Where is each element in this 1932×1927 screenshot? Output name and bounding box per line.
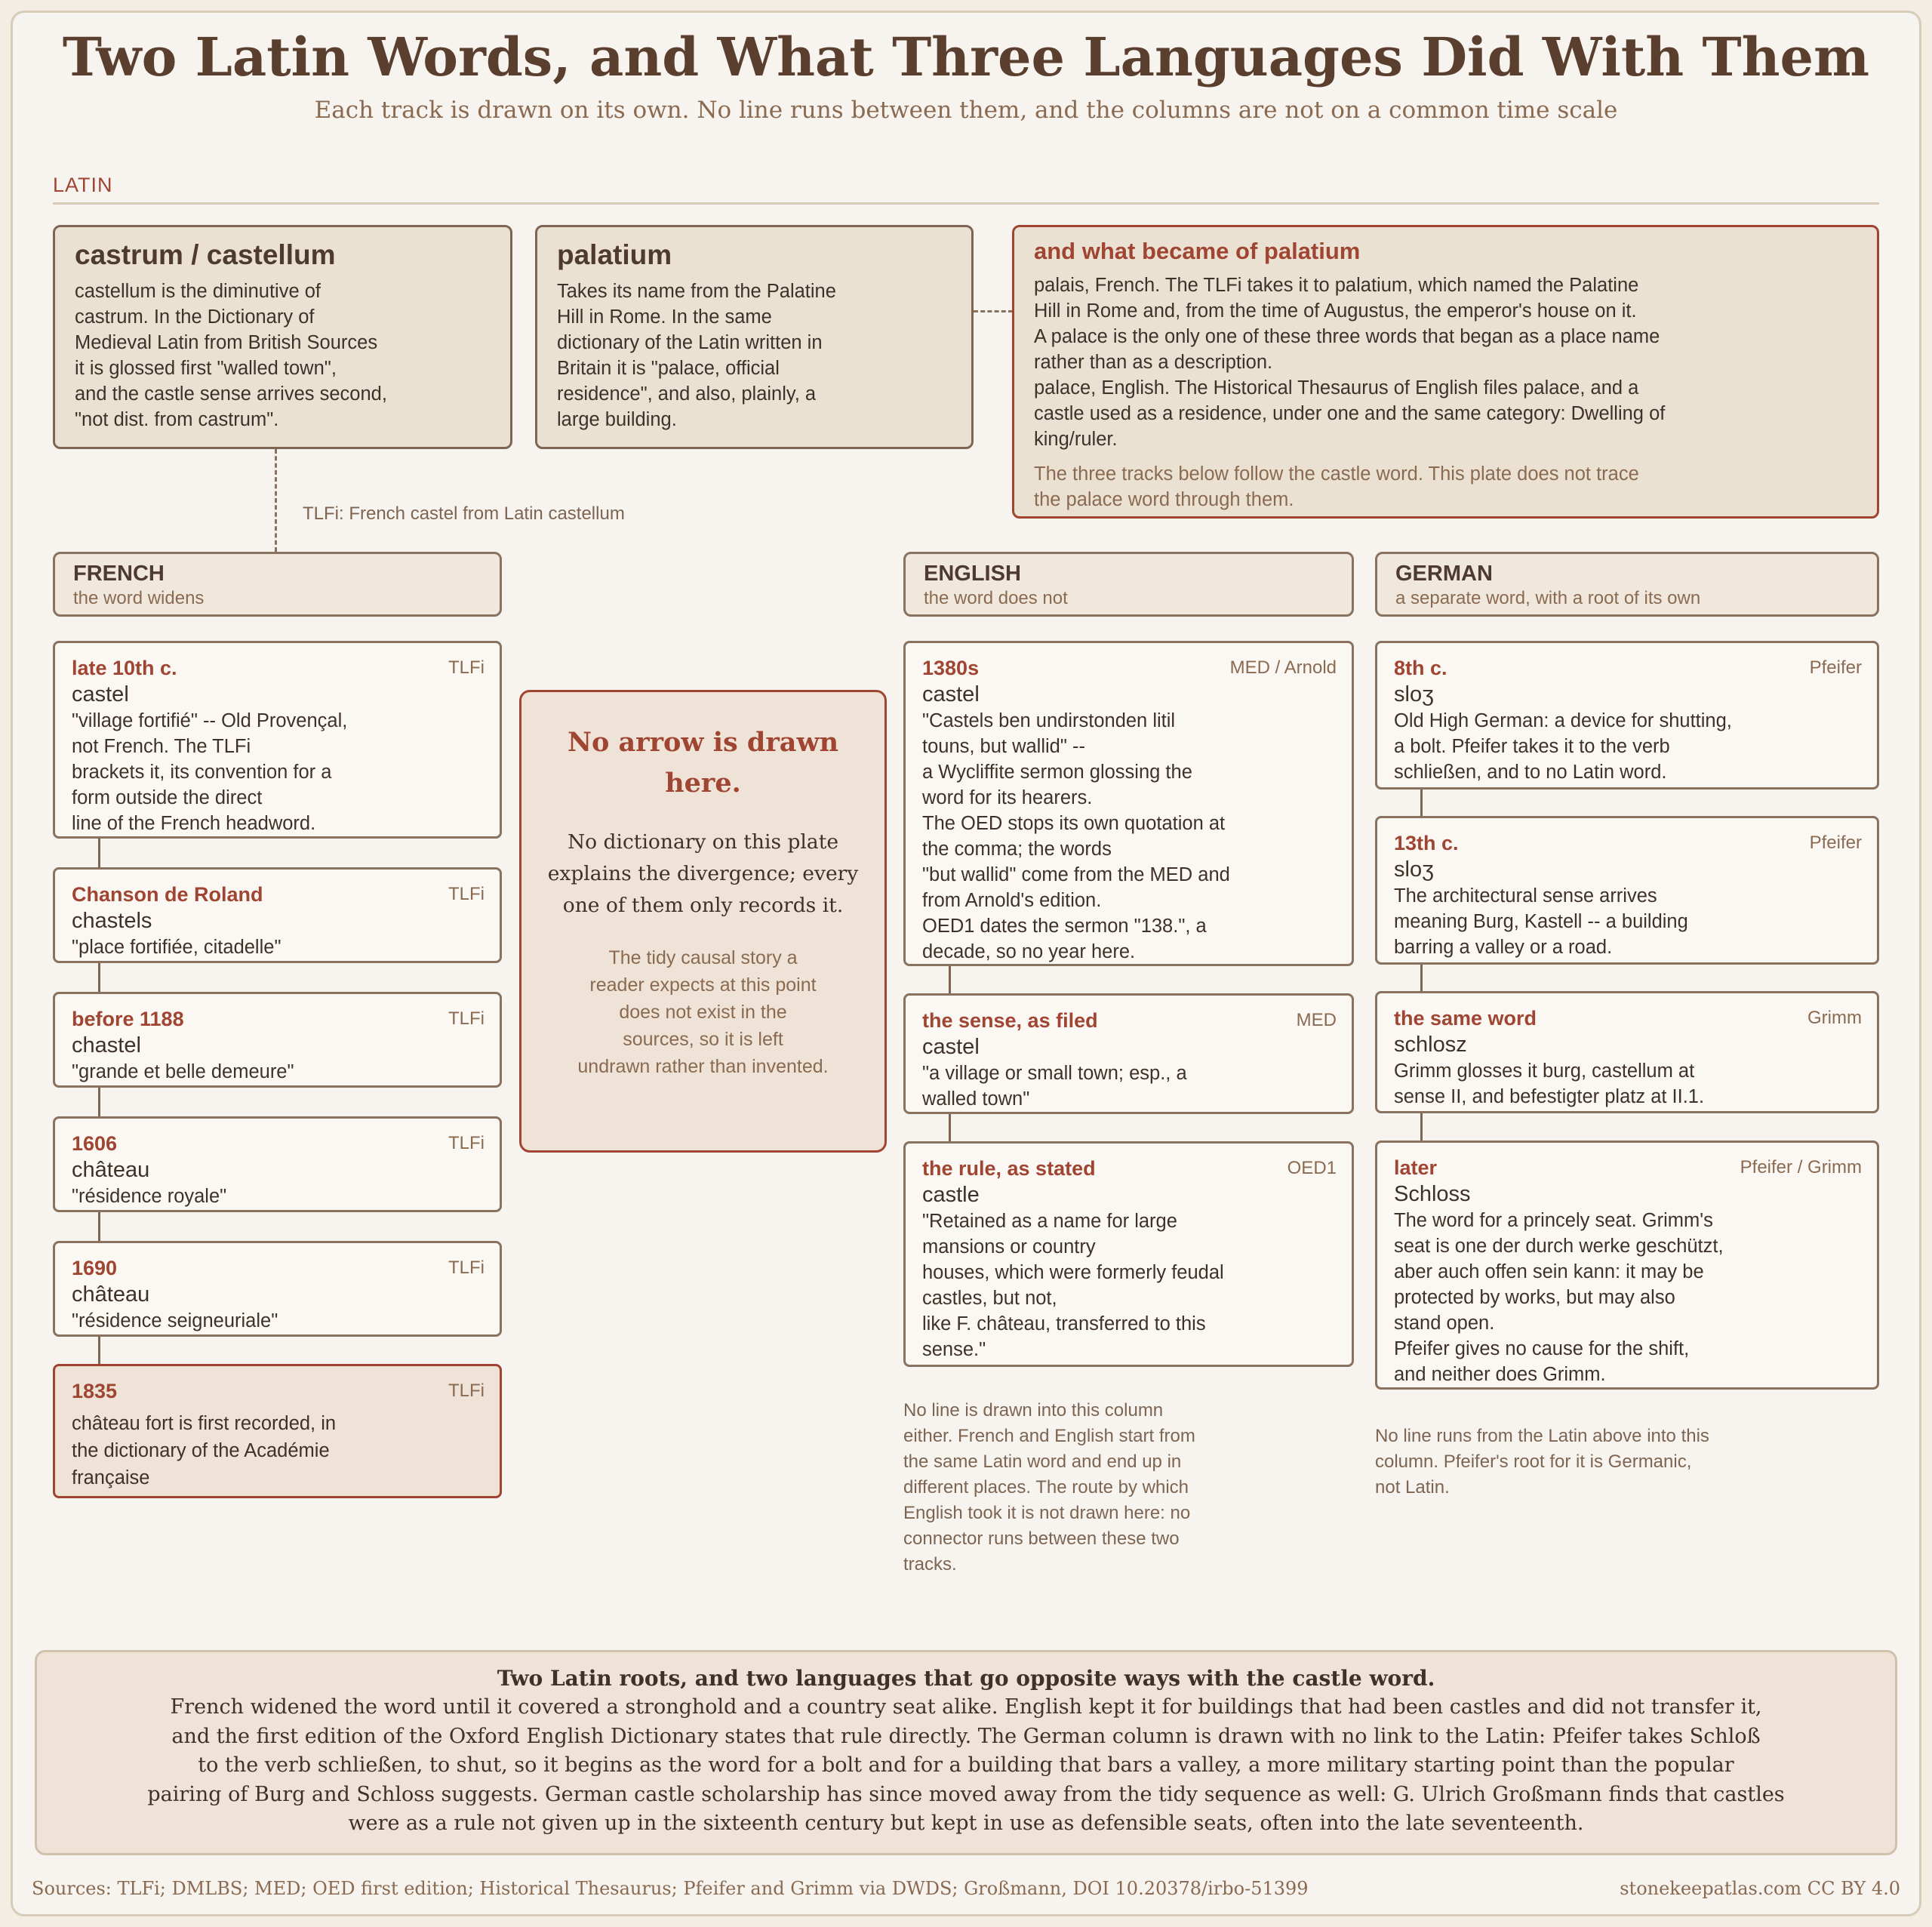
text-line: Takes its name from the Palatine	[557, 281, 836, 302]
card-source: TLFi	[448, 1381, 485, 1401]
card-word: schlosz	[1394, 1033, 1467, 1057]
text-line: Hill in Rome and, from the time of Augustus, the emperor's house on it.	[1034, 300, 1637, 322]
english-column-note	[903, 1398, 1356, 1578]
card-date: later	[1394, 1156, 1438, 1179]
card-text	[1394, 708, 1860, 785]
text-line: sense II, and befestigter platz at II.1.	[1394, 1086, 1705, 1107]
summary-body	[82, 1693, 1850, 1839]
text-line: here.	[665, 768, 741, 799]
text-line: The word for a princely seat. Grimm's	[1394, 1210, 1713, 1231]
tlfi-link-note: TLFi: French castel from Latin castellum	[303, 503, 625, 524]
card-source: MED	[1296, 1010, 1337, 1030]
german-card-8th	[1375, 641, 1879, 790]
summary-panel	[35, 1650, 1897, 1855]
card-source: Pfeifer	[1809, 833, 1862, 853]
german-card-13th	[1375, 816, 1879, 965]
card-text	[72, 1184, 483, 1209]
text-line: palace, English. The Historical Thesaurus of English files palace, and a	[1034, 377, 1639, 399]
text-line: "but wallid" come from the MED and	[922, 864, 1230, 885]
card-date: 1690	[72, 1257, 118, 1279]
text-line: OED1 dates the sermon "138.", a	[922, 916, 1207, 937]
card-date: 1380s	[922, 657, 980, 679]
text-line: aber auch offen sein kann: it may be	[1394, 1261, 1704, 1282]
card-date: 13th c.	[1394, 832, 1459, 854]
text-line: undrawn rather than invented.	[577, 1056, 829, 1077]
text-line: française	[72, 1467, 150, 1488]
card-date: the same word	[1394, 1007, 1537, 1030]
french-connector	[98, 962, 100, 993]
english-card-1380s	[903, 641, 1354, 966]
english-subheading: the word does not	[924, 588, 1068, 608]
text-line: dictionary of the Latin written in	[557, 332, 823, 353]
card-date: 1835	[72, 1380, 118, 1402]
text-line: Old High German: a device for shutting,	[1394, 710, 1732, 731]
english-card-rule-stated	[903, 1141, 1354, 1367]
card-word: sloʒ	[1394, 857, 1434, 882]
palatium-fate-note	[1034, 461, 1857, 513]
text-line: a bolt. Pfeifer takes it to the verb	[1394, 736, 1670, 757]
page-subtitle: Each track is drawn on its own. No line runs between them, and the columns are not on a common time scale	[314, 97, 1618, 124]
french-card-late-10th	[53, 641, 502, 839]
text-line: the comma; the words	[922, 839, 1112, 860]
text-line: walled town"	[922, 1088, 1030, 1110]
text-line: sources, so it is left	[623, 1029, 783, 1050]
english-connector	[949, 1113, 951, 1142]
card-date: 8th c.	[1394, 657, 1447, 679]
text-line: large building.	[557, 409, 677, 430]
no-arrow-title	[547, 722, 859, 804]
text-line: either. French and English start from	[903, 1426, 1195, 1446]
text-line: sense."	[922, 1339, 986, 1360]
text-line: pairing of Burg and Schloss suggests. German castle scholarship has since moved away from the tidy sequence as well: G. Ulrich Großmann finds that castles	[147, 1782, 1785, 1806]
card-word: Schloss	[1394, 1182, 1471, 1206]
text-line: one of them only records it.	[562, 894, 844, 917]
card-text	[72, 708, 483, 836]
text-line: "Castels ben undirstonden litil	[922, 710, 1176, 731]
summary-heading: Two Latin roots, and two languages that go opposite ways with the castle word.	[497, 1666, 1435, 1691]
card-source: Pfeifer	[1809, 657, 1862, 678]
text-line: schließen, and to no Latin word.	[1394, 762, 1667, 783]
card-date: 1606	[72, 1132, 118, 1155]
text-line: form outside the direct	[72, 787, 263, 808]
german-card-later	[1375, 1141, 1879, 1390]
text-line: "résidence royale"	[72, 1186, 227, 1207]
german-subheading: a separate word, with a root of its own	[1395, 588, 1701, 608]
german-connector	[1420, 789, 1423, 817]
german-card-same-word	[1375, 991, 1879, 1113]
text-line: A palace is the only one of these three words that began as a place name	[1034, 326, 1660, 347]
text-line: castles, but not,	[922, 1288, 1057, 1309]
text-line: "a village or small town; esp., a	[922, 1063, 1187, 1084]
palatium-fate-box	[1012, 225, 1879, 519]
german-connector	[1420, 1113, 1423, 1141]
text-line: brackets it, its convention for a	[72, 762, 332, 783]
text-line: king/ruler.	[1034, 429, 1118, 450]
text-line: The architectural sense arrives	[1394, 885, 1657, 907]
text-line: seat is one der durch werke geschützt,	[1394, 1236, 1724, 1257]
text-line: were as a rule not given up in the sixteenth century but kept in use as defensible seats, often into the late seventeenth.	[348, 1812, 1584, 1835]
french-connector	[98, 1087, 100, 1117]
palatium-box	[535, 225, 974, 449]
palatium-fate-text	[1034, 272, 1857, 452]
section-label-latin: LATIN	[53, 174, 113, 196]
text-line: like F. château, transferred to this	[922, 1313, 1206, 1334]
text-line: château fort is first recorded, in	[72, 1413, 337, 1434]
french-column-header	[53, 552, 502, 617]
castrum-text	[75, 279, 491, 432]
footer-credit: stonekeepatlas.com CC BY 4.0	[1620, 1878, 1900, 1899]
french-card-1188	[53, 992, 502, 1088]
card-word: castel	[922, 682, 980, 706]
text-line: The tidy causal story a	[608, 947, 798, 968]
text-line: the palace word through them.	[1034, 489, 1294, 510]
card-word: château	[72, 1282, 150, 1307]
card-source: Pfeifer / Grimm	[1740, 1157, 1862, 1177]
card-text	[1394, 1208, 1860, 1387]
text-line: and neither does Grimm.	[1394, 1364, 1606, 1385]
text-line: explains the divergence; every	[547, 862, 859, 885]
card-source: MED / Arnold	[1229, 657, 1337, 678]
text-line: "Retained as a name for large	[922, 1211, 1177, 1232]
card-date: before 1188	[72, 1008, 184, 1030]
english-heading: ENGLISH	[924, 562, 1021, 586]
text-line: rather than as a description.	[1034, 352, 1273, 373]
text-line: No line runs from the Latin above into this	[1375, 1426, 1709, 1446]
german-connector	[1420, 964, 1423, 992]
text-line: No arrow is drawn	[567, 727, 839, 758]
text-line: castrum. In the Dictionary of	[75, 306, 315, 328]
text-line: "grande et belle demeure"	[72, 1061, 294, 1082]
french-subheading: the word widens	[73, 588, 205, 608]
footer-sources: Sources: TLFi; DMLBS; MED; OED first edition; Historical Thesaurus; Pfeifer and Grimm via DWDS; Großmann, DOI 10.20378/irbo-51399	[32, 1878, 1309, 1899]
text-line: column. Pfeifer's root for it is Germanic,	[1375, 1451, 1692, 1472]
text-line: touns, but wallid" --	[922, 736, 1085, 757]
card-source: TLFi	[448, 884, 485, 904]
text-line: and the castle sense arrives second,	[75, 383, 387, 405]
text-line: meaning Burg, Kastell -- a building	[1394, 911, 1688, 932]
text-line: No line is drawn into this column	[903, 1400, 1164, 1421]
text-line: not French. The TLFi	[72, 736, 251, 757]
no-arrow-note	[519, 690, 887, 1153]
text-line: castellum is the diminutive of	[75, 281, 321, 302]
card-date: the sense, as filed	[922, 1009, 1098, 1032]
card-source: Grimm	[1807, 1008, 1862, 1028]
text-line: Britain it is "palace, official	[557, 358, 780, 379]
french-connector	[98, 838, 100, 868]
text-line: mansions or country	[922, 1236, 1096, 1257]
palatium-text	[557, 279, 952, 432]
card-word: castel	[922, 1035, 980, 1059]
text-line: barring a valley or a road.	[1394, 937, 1613, 958]
card-source: TLFi	[448, 1008, 485, 1029]
french-card-1690	[53, 1241, 502, 1337]
text-line: The OED stops its own quotation at	[922, 813, 1226, 834]
german-column-note	[1375, 1424, 1881, 1501]
card-source: TLFi	[448, 1133, 485, 1153]
text-line: Grimm glosses it burg, castellum at	[1394, 1060, 1695, 1082]
castrum-box	[53, 225, 512, 449]
text-line: to the verb schließen, to shut, so it begins as the word for a bolt and for a building that bars a valley, a more military starting point than the popular	[198, 1753, 1734, 1777]
text-line: from Arnold's edition.	[922, 890, 1102, 911]
no-arrow-small	[547, 944, 859, 1080]
text-line: not Latin.	[1375, 1477, 1450, 1498]
section-divider	[53, 202, 1879, 205]
text-line: stand open.	[1394, 1313, 1495, 1334]
palatium-title: palatium	[557, 239, 672, 270]
text-line: and the first edition of the Oxford English Dictionary states that rule directly. The German column is drawn with no link to the Latin: Pfeifer takes Schloß	[171, 1724, 1761, 1748]
text-line: The three tracks below follow the castle word. This plate does not trace	[1034, 463, 1639, 485]
card-word: castel	[72, 682, 129, 706]
card-word: castle	[922, 1183, 980, 1207]
text-line: "not dist. from castrum".	[75, 409, 279, 430]
card-source: TLFi	[448, 1257, 485, 1278]
text-line: French widened the word until it covered a stronghold and a country seat alike. English kept it for buildings that had been castles and did not transfer it,	[170, 1695, 1762, 1719]
card-text	[72, 1308, 483, 1334]
card-date: Chanson de Roland	[72, 883, 263, 906]
text-line: does not exist in the	[619, 1002, 787, 1023]
text-line: "village fortifié" -- Old Provençal,	[72, 710, 348, 731]
castrum-title: castrum / castellum	[75, 239, 336, 270]
french-connector	[98, 1336, 100, 1365]
text-line: palais, French. The TLFi takes it to palatium, which named the Palatine	[1034, 275, 1639, 296]
card-word: sloʒ	[1394, 682, 1434, 706]
text-line: a Wycliffite sermon glossing the	[922, 762, 1192, 783]
card-text	[72, 1059, 483, 1085]
text-line: castle used as a residence, under one and the same category: Dwelling of	[1034, 403, 1666, 424]
card-text	[922, 1208, 1335, 1362]
text-line: English took it is not drawn here: no	[903, 1503, 1191, 1523]
text-line: residence", and also, plainly, a	[557, 383, 817, 405]
text-line: tracks.	[903, 1554, 957, 1575]
english-connector	[949, 965, 951, 994]
text-line: decade, so no year here.	[922, 941, 1136, 962]
text-line: No dictionary on this plate	[567, 830, 839, 854]
card-word: chastels	[72, 909, 152, 933]
page-title: Two Latin Words, and What Three Languages Did With Them	[62, 26, 1870, 88]
castellum-dashed-link	[275, 449, 277, 552]
french-card-1835	[53, 1364, 502, 1498]
english-column-header	[903, 552, 1354, 617]
english-card-sense-filed	[903, 993, 1354, 1114]
card-text	[922, 708, 1335, 965]
text-line: different places. The route by which	[903, 1477, 1189, 1498]
text-line: line of the French headword.	[72, 813, 316, 834]
text-line: the dictionary of the Académie	[72, 1440, 330, 1461]
french-heading: FRENCH	[73, 562, 165, 586]
text-line: protected by works, but may also	[1394, 1287, 1675, 1308]
card-text	[72, 934, 483, 960]
french-connector	[98, 1211, 100, 1242]
text-line: Hill in Rome. In the same	[557, 306, 772, 328]
german-heading: GERMAN	[1395, 562, 1493, 586]
card-text	[1394, 1058, 1860, 1110]
text-line: word for its hearers.	[922, 787, 1093, 808]
text-line: connector runs between these two	[903, 1528, 1180, 1549]
text-line: reader expects at this point	[589, 974, 817, 996]
text-line: Medieval Latin from British Sources	[75, 332, 378, 353]
palatium-fate-title: and what became of palatium	[1034, 238, 1361, 264]
german-column-header	[1375, 552, 1879, 617]
card-source: OED1	[1287, 1158, 1337, 1178]
card-text	[1394, 883, 1860, 960]
card-word: chastel	[72, 1033, 141, 1057]
text-line: "place fortifiée, citadelle"	[72, 937, 281, 958]
card-word: château	[72, 1158, 150, 1182]
card-text	[72, 1410, 483, 1491]
french-card-roland	[53, 867, 502, 963]
french-card-1606	[53, 1116, 502, 1212]
text-line: Pfeifer gives no cause for the shift,	[1394, 1338, 1690, 1359]
text-line: houses, which were formerly feudal	[922, 1262, 1224, 1283]
card-text	[922, 1060, 1335, 1112]
no-arrow-body	[547, 827, 859, 922]
card-date: the rule, as stated	[922, 1157, 1096, 1180]
text-line: it is glossed first "walled town",	[75, 358, 337, 379]
text-line: "résidence seigneuriale"	[72, 1310, 278, 1331]
card-date: late 10th c.	[72, 657, 177, 679]
text-line: the same Latin word and end up in	[903, 1451, 1182, 1472]
card-source: TLFi	[448, 657, 485, 678]
palatium-dashed-link	[974, 310, 1013, 312]
